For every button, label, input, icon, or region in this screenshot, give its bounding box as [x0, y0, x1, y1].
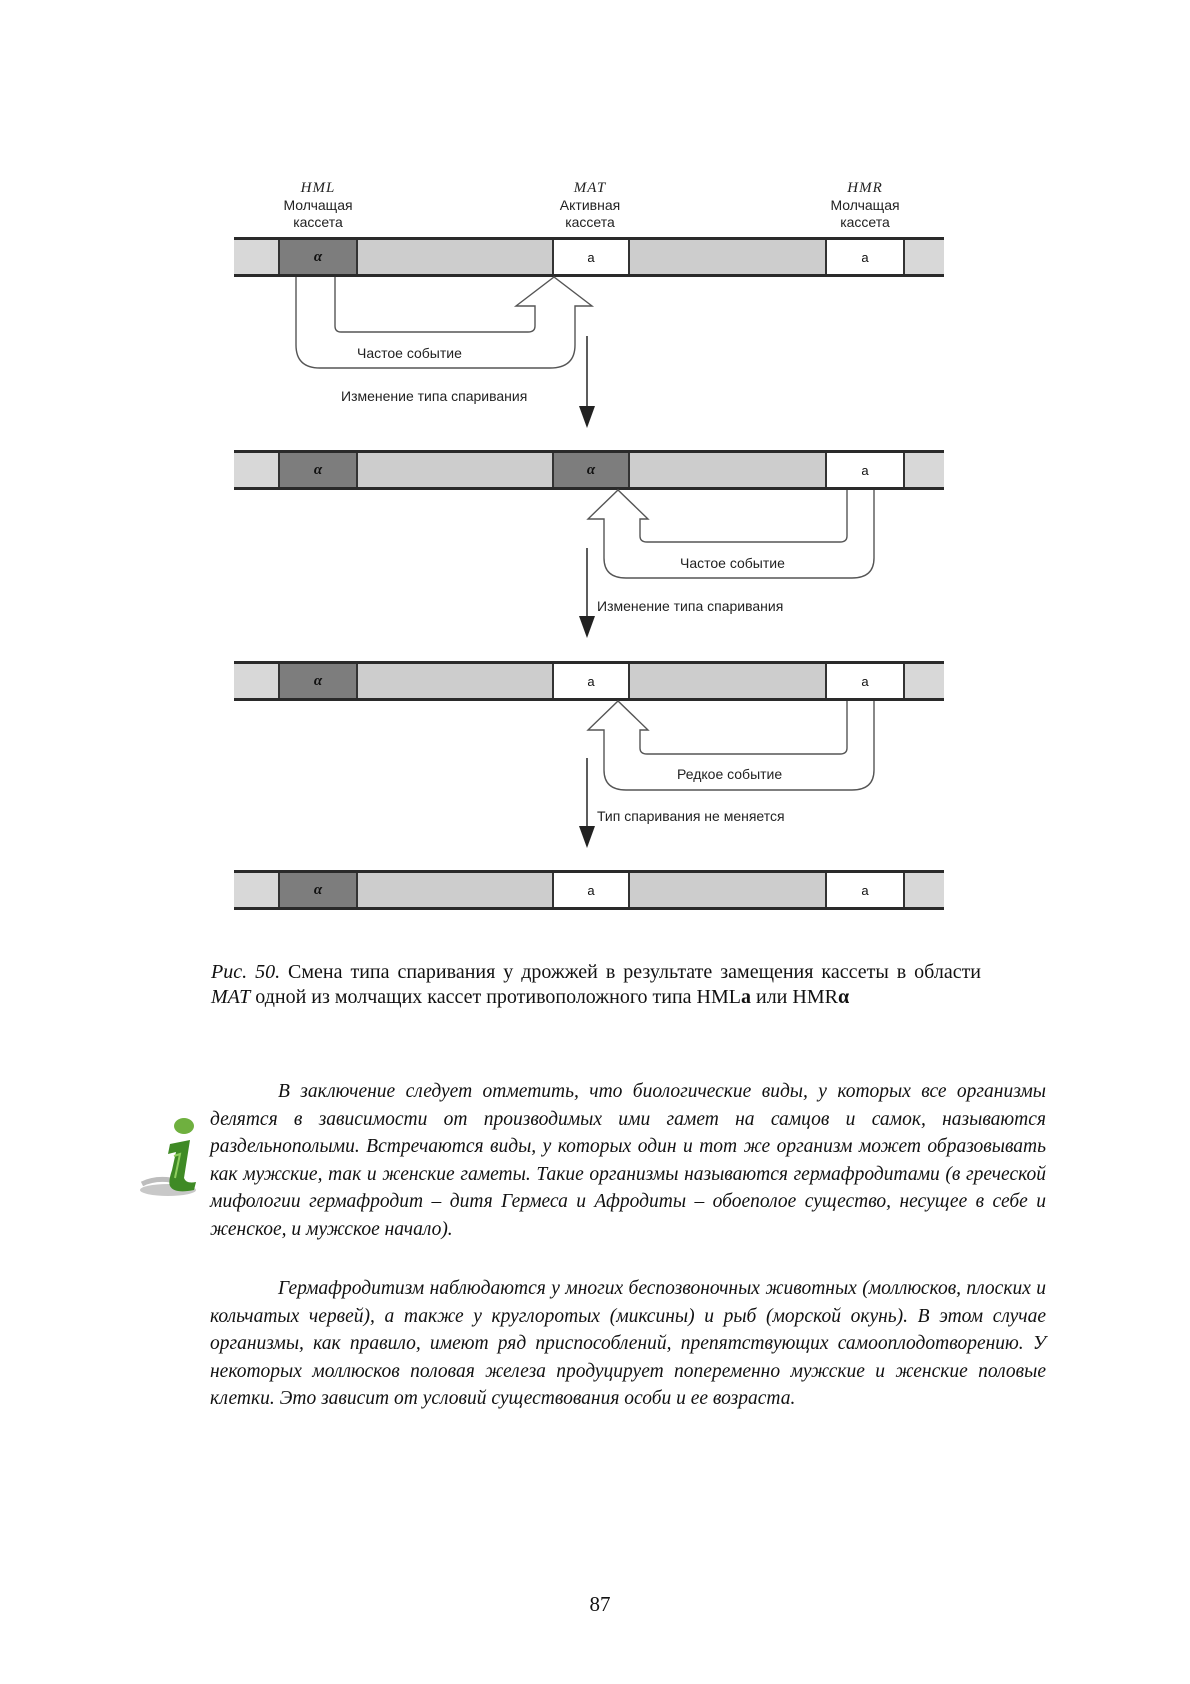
paragraph-1: [210, 1078, 1046, 1244]
mat-cassette: a: [552, 873, 630, 907]
caption-mat: MAT: [211, 986, 251, 1008]
down-arrow-1-icon: [579, 336, 595, 428]
paragraph-2: [210, 1275, 1046, 1413]
mat-name: MAT: [573, 180, 607, 196]
hmr-line2: кассета: [840, 214, 890, 230]
caption-text-3: или HMR: [751, 986, 838, 1008]
caption-bold-alpha: α: [837, 986, 850, 1008]
caption-text-1: Смена типа спаривания у дрожжей в результате замещения кассеты в области: [280, 961, 982, 983]
page-number: 87: [589, 1592, 611, 1616]
figure-caption: [211, 960, 981, 1010]
result-label-2: Изменение типа спаривания: [597, 598, 784, 614]
hmr-cassette: a: [825, 453, 905, 487]
hmr-cassette: a: [825, 240, 905, 274]
caption-bold-a: a: [741, 986, 751, 1008]
event-label-3: Редкое событие: [677, 766, 783, 782]
hml-cassette: α: [278, 453, 358, 487]
result-label-3: Тип спаривания не меняется: [597, 808, 785, 824]
mat-line2: кассета: [565, 214, 615, 230]
hml-line1: Молчащая: [283, 197, 353, 213]
hml-line2: кассета: [293, 214, 343, 230]
event-label-2: Частое событие: [680, 555, 785, 571]
hml-cassette: α: [278, 873, 358, 907]
hmr-cassette: a: [825, 664, 905, 698]
mat-cassette: α: [552, 453, 630, 487]
down-arrow-3-icon: [579, 758, 595, 848]
mat-cassette: a: [552, 664, 630, 698]
hml-name: HML: [300, 180, 336, 196]
info-icon: [138, 1112, 210, 1200]
event-label-1: Частое событие: [357, 345, 462, 361]
figure-number: Рис. 50.: [211, 961, 281, 983]
hmr-line1: Молчащая: [830, 197, 900, 213]
mat-line1: Активная: [559, 197, 621, 213]
hml-cassette: α: [278, 664, 358, 698]
hmr-cassette: a: [825, 873, 905, 907]
result-label-1: Изменение типа спаривания: [341, 388, 528, 404]
hmr-name: HMR: [847, 180, 883, 196]
mat-cassette: a: [552, 240, 630, 274]
hml-cassette: α: [278, 240, 358, 274]
down-arrow-2-icon: [579, 548, 595, 638]
caption-text-2: одной из молчащих кассет противоположного типа HML: [250, 986, 741, 1008]
paragraph-2-text: Гермафродитизм наблюдаются у многих беспозвоночных животных (моллюсков, плоских и кольчатых червей), а также у круглоротых (миксины) и рыб (морской окунь). В этом случае организмы, как правило, имеют ряд приспособлений, препятствующих самооплодотворению. У некоторых моллюсков половая железа продуцирует попеременно мужские и женские половые клетки. Это зависит от условий существования особи и ее возраста.: [210, 1278, 1046, 1410]
paragraph-1-text: В заключение следует отметить, что биологические виды, у которых все организмы делятся в зависимости от производимых ими гамет на самцов и самок, называются раздельнополыми. Встречаются виды, у которых один и тот же организм может образовывать как мужские, так и женские гаметы. Такие организмы называются гермафродитами (в греческой мифологии гермафродит – дитя Гермеса и Афродиты – обоеполое существо, несущее в себе и женское, и мужское начало).: [210, 1081, 1046, 1240]
